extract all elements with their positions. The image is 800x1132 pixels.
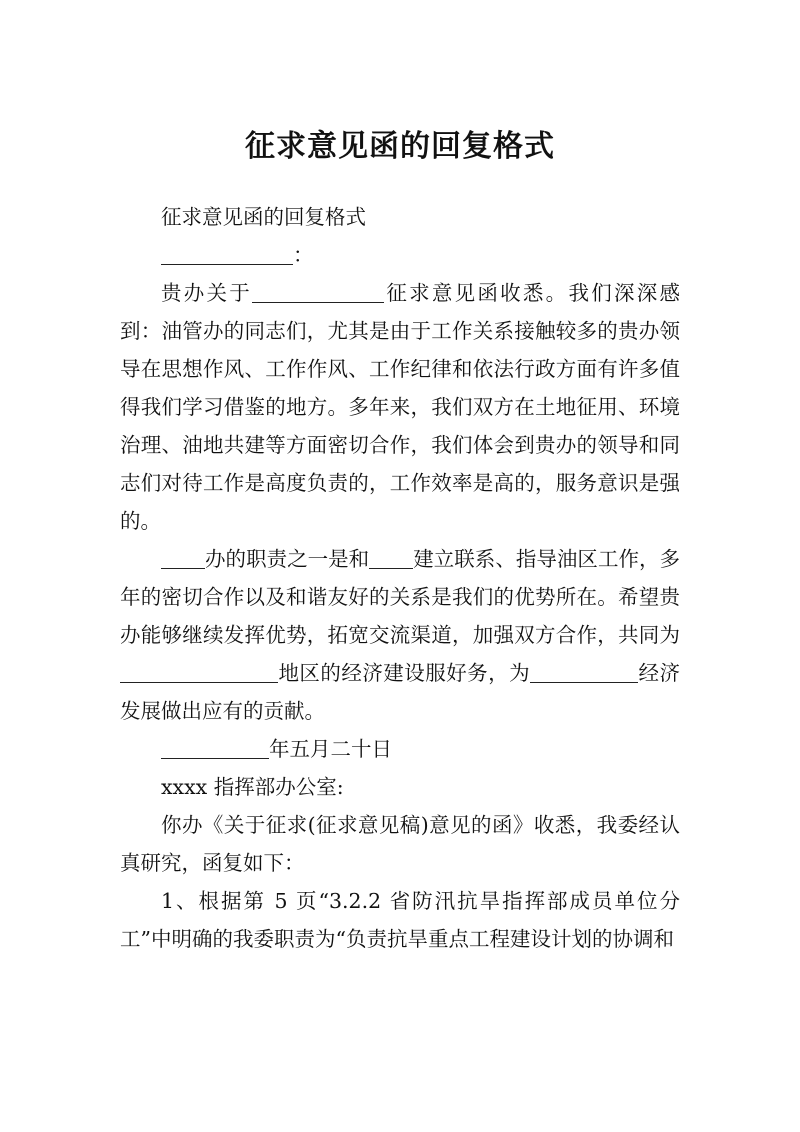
p3-text: 你办《关于征求(征求意见稿)意见的函》收悉，我委经认真研究，函复如下： xyxy=(120,813,680,875)
p1-blank xyxy=(252,282,384,304)
salutation-blank xyxy=(161,244,293,266)
p2-text-d: 经济发展做出应有的贡献。 xyxy=(120,661,681,723)
p2-blank-4 xyxy=(530,662,638,684)
p2-text-b: 建立联系、指导油区工作，多年的密切合作以及和谐友好的关系是我们的优势所在。希望贵办能够继续发挥优势，拓宽交流渠道，加强双方合作，共同为 xyxy=(120,547,681,647)
salutation-colon: ： xyxy=(293,243,314,267)
document-title: 征求意见函的回复格式 xyxy=(245,129,555,164)
salutation-line xyxy=(120,236,680,274)
p2-text-a: 办的职责之一是和 xyxy=(205,547,370,571)
p1-text-a: 贵办关于 xyxy=(161,281,253,305)
p2-blank-3 xyxy=(120,662,278,684)
date-text: 年五月二十日 xyxy=(269,737,392,761)
subtitle-text: 征求意见函的回复格式 xyxy=(161,205,366,229)
date-line xyxy=(120,730,680,768)
paragraph-1 xyxy=(120,274,680,540)
addressee-text: xxxx 指挥部办公室: xyxy=(161,775,344,799)
paragraph-3 xyxy=(120,806,680,882)
p2-text-c: 地区的经济建设服好务，为 xyxy=(278,661,531,685)
p2-blank-2 xyxy=(369,548,413,570)
p4-text: 1、根据第 5 页“3.2.2 省防汛抗旱指挥部成员单位分工”中明确的我委职责为“负责抗旱重点工程建设计划的协调和 xyxy=(120,889,680,951)
paragraph-2 xyxy=(120,540,680,730)
date-blank xyxy=(161,738,269,760)
paragraph-4 xyxy=(120,882,680,958)
p1-text-b: 征求意见函收悉。我们深深感到：油管办的同志们，尤其是由于工作关系接触较多的贵办领导在思想作风、工作作风、工作纪律和依法行政方面有许多值得我们学习借鉴的地方。多年来，我们双方在土地征用、环境治理、油地共建等方面密切合作，我们体会到贵办的领导和同志们对待工作是高度负责的，工作效率是高的，服务意识是强的。 xyxy=(120,281,681,533)
p2-blank-1 xyxy=(161,548,205,570)
subtitle-line xyxy=(120,198,680,236)
addressee-line xyxy=(120,768,680,806)
document-body xyxy=(120,198,680,958)
